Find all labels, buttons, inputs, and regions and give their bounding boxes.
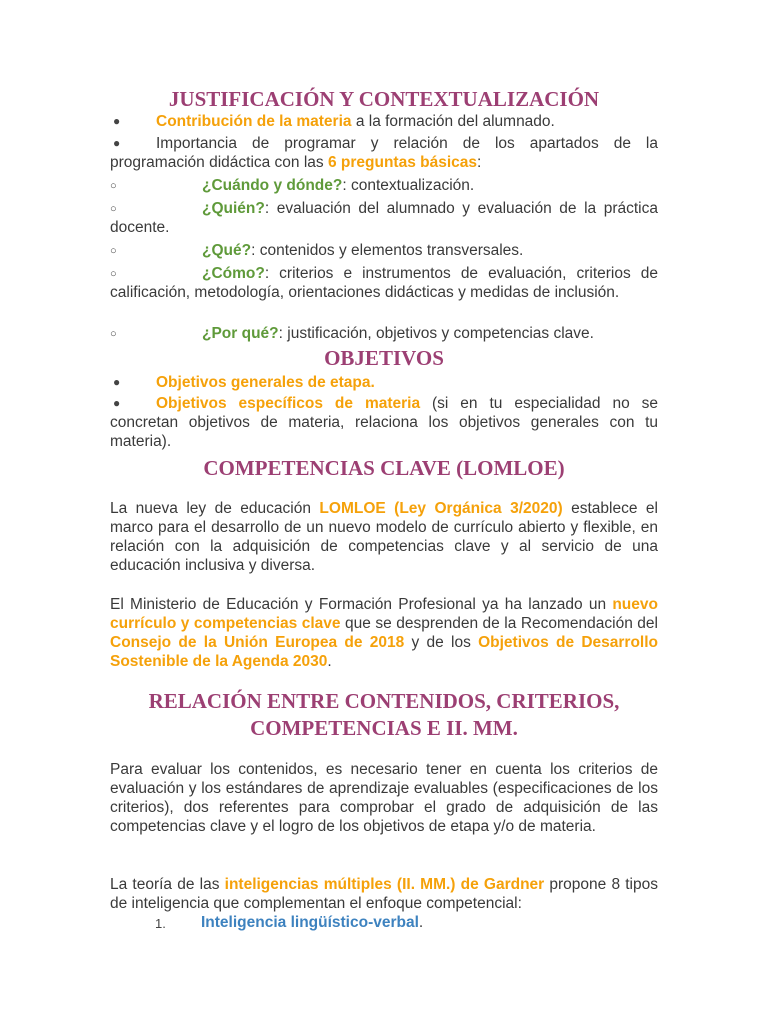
section-title-relacion-line2: COMPETENCIAS E II. MM.: [250, 716, 518, 740]
paragraph-text: El Ministerio de Educación y Formación Profesional ya ha lanzado un: [110, 596, 613, 613]
item-text: : contextualización.: [342, 177, 475, 194]
list-item: [110, 199, 658, 237]
circle-bullet-icon: ○: [110, 328, 117, 340]
highlight-text: Consejo de la Unión Europea de 2018: [110, 634, 405, 651]
circle-bullet-icon: ○: [110, 268, 117, 280]
section-title-competencias: COMPETENCIAS CLAVE (LOMLOE): [203, 456, 565, 480]
list-item: [110, 373, 658, 392]
list-item: [110, 394, 658, 451]
item-text: a la formación del alumnado.: [351, 113, 555, 130]
section-title-justificacion: JUSTIFICACIÓN Y CONTEXTUALIZACIÓN: [168, 87, 600, 111]
paragraph-text: La nueva ley de educación: [110, 500, 320, 517]
bullet-icon: ●: [113, 375, 121, 389]
item-text: : contenidos y elementos transversales.: [251, 242, 524, 259]
paragraph: [110, 595, 658, 671]
highlight-text: Objetivos específicos de materia: [156, 395, 421, 412]
list-number: 1.: [155, 916, 166, 931]
paragraph-text: que se desprenden de la Recomendación del: [340, 615, 658, 632]
circle-bullet-icon: ○: [110, 245, 117, 257]
circle-bullet-icon: ○: [110, 180, 117, 192]
paragraph-text: establece el marco para el desarrollo de un nuevo modelo de currículo abierto y flexible, en relación con la adquisición de competencias clave y al servicio de una educación inclusiva y diversa.: [110, 500, 658, 574]
highlight-text: Contribución de la materia: [156, 113, 352, 130]
paragraph-text: y de los: [404, 634, 479, 651]
section-title-objetivos: OBJETIVOS: [324, 346, 444, 370]
question-text: ¿Qué?: [202, 242, 252, 259]
list-item: [201, 913, 661, 932]
item-text: .: [418, 914, 424, 931]
highlight-text: Objetivos de Desarrollo Sostenible de la Agenda 2030: [110, 634, 659, 670]
paragraph: [110, 875, 658, 913]
list-item: [110, 241, 658, 260]
bullet-icon: ●: [113, 136, 121, 150]
question-text: ¿Cómo?: [202, 265, 265, 282]
paragraph: [110, 760, 658, 836]
question-text: ¿Quién?: [202, 200, 265, 217]
item-text: : evaluación del alumnado y evaluación de la práctica docente.: [110, 200, 658, 236]
intelligence-name: Inteligencia lingüístico-verbal: [201, 914, 419, 931]
section-title-relacion-line1: RELACIÓN ENTRE CONTENIDOS, CRITERIOS,: [148, 689, 620, 713]
bullet-icon: ●: [113, 114, 121, 128]
item-text: Importancia de programar y relación de los apartados de la programación didáctica con las: [110, 135, 658, 171]
highlight-text: nuevo currículo y competencias clave: [110, 596, 658, 632]
list-item: [110, 134, 658, 172]
paragraph-text: La teoría de las: [110, 876, 225, 893]
circle-bullet-icon: ○: [110, 203, 117, 215]
list-item: [110, 176, 658, 195]
item-text: : criterios e instrumentos de evaluación, criterios de calificación, metodología, orientaciones didácticas y medidas de inclusión.: [110, 265, 658, 301]
bullet-icon: ●: [113, 396, 121, 410]
item-text: (si en tu especialidad no se concretan objetivos de materia, relaciona los objetivos generales con tu materia).: [110, 395, 658, 450]
highlight-text: 6 preguntas básicas: [327, 154, 478, 171]
paragraph-text: Para evaluar los contenidos, es necesario tener en cuenta los criterios de evaluación y los estándares de aprendizaje evaluables (especificaciones de los criterios), dos referentes para comprobar el grado de adquisición de las competencias clave y el logro de los objetivos de etapa y/o de materia.: [110, 761, 658, 835]
question-text: ¿Cuándo y dónde?: [202, 177, 343, 194]
item-text: :: [477, 154, 482, 171]
list-item: [110, 264, 658, 302]
list-item: [110, 324, 658, 343]
highlight-text: Objetivos generales de etapa.: [156, 374, 375, 391]
list-item: [110, 112, 658, 131]
item-text: : justificación, objetivos y competencias clave.: [278, 325, 594, 342]
paragraph-text: propone 8 tipos de inteligencia que complementan el enfoque competencial:: [110, 876, 658, 912]
question-text: ¿Por qué?: [202, 325, 279, 342]
highlight-text: inteligencias múltiples (II. MM.) de Gardner: [224, 876, 545, 893]
paragraph-text: .: [327, 653, 332, 670]
paragraph: [110, 499, 658, 575]
highlight-text: LOMLOE (Ley Orgánica 3/2020): [319, 500, 563, 517]
